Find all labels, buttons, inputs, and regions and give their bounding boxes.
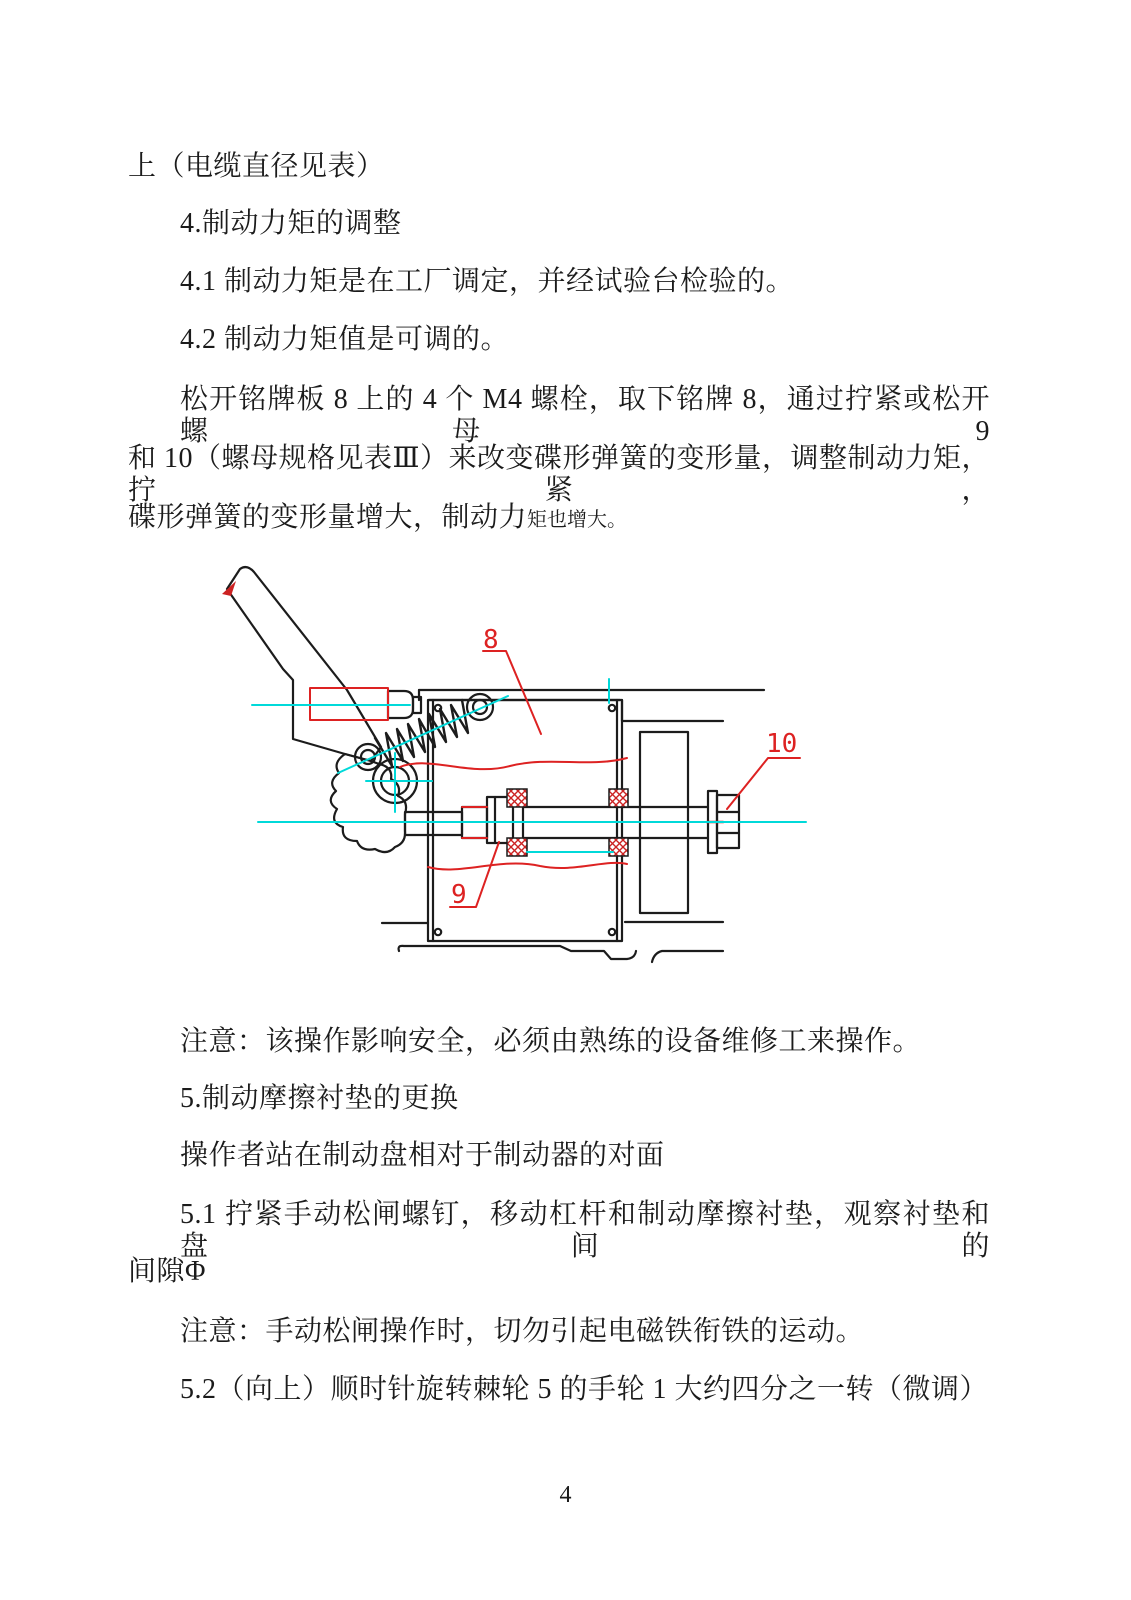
- disc-spring-stack: [609, 789, 628, 807]
- paragraph-adjust-line1: 松开铭牌板 8 上的 4 个 M4 螺栓，取下铭牌 8，通过拧紧或松开螺母 9: [180, 384, 990, 447]
- paragraph-4-1: 4.1 制动力矩是在工厂调定，并经试验台检验的。: [180, 266, 795, 297]
- paragraph-5-1-line2: 间隙Φ: [128, 1256, 206, 1287]
- spring-centerline: [338, 696, 508, 773]
- release-lever: [222, 567, 421, 852]
- disc-spring-stack: [507, 789, 527, 807]
- disc-spring-stack: [507, 838, 527, 856]
- paragraph-operator-position: 操作者站在制动盘相对于制动器的对面: [180, 1140, 665, 1171]
- paragraph-intro: 上（电缆直径见表）: [128, 151, 385, 182]
- callout-10-label: 10: [766, 729, 798, 759]
- paragraph-adjust-line2: 和 10（螺母规格见表Ⅲ）来改变碟形弹簧的变形量，调整制动力矩，拧紧，: [128, 443, 991, 506]
- callout-9: [450, 842, 499, 910]
- disc-spring-stack: [609, 838, 628, 856]
- callout-8-label: 8: [483, 625, 499, 655]
- break-line-lower: [428, 863, 627, 870]
- paragraph-5-2: 5.2（向上）顺时针旋转棘轮 5 的手轮 1 大约四分之一转（微调）: [180, 1374, 989, 1405]
- page-number: 4: [559, 1482, 572, 1508]
- brake-figure-svg: [183, 550, 883, 968]
- lever-tip-marker: [222, 581, 236, 596]
- callout-9-label: 9: [451, 880, 467, 910]
- heading-section-5: 5.制动摩擦衬垫的更换: [180, 1083, 459, 1114]
- note-manual-release: 注意：手动松闸操作时，切勿引起电磁铁衔铁的运动。: [180, 1316, 865, 1347]
- paragraph-adjust-line3-main: 碟形弹簧的变形量增大，制动力: [128, 502, 528, 533]
- note-safety: 注意：该操作影响安全，必须由熟练的设备维修工来操作。: [180, 1026, 922, 1057]
- callout-8: [483, 625, 541, 734]
- heading-section-4: 4.制动力矩的调整: [180, 208, 402, 239]
- paragraph-4-2: 4.2 制动力矩值是可调的。: [180, 324, 510, 355]
- paragraph-5-1-line1: 5.1 拧紧手动松闸螺钉，移动杠杆和制动摩擦衬垫，观察衬垫和盘间的: [180, 1199, 990, 1262]
- paragraph-adjust-line3-small: 矩也增大。: [527, 509, 628, 531]
- paragraph-adjust-line3: [128, 502, 627, 536]
- brake-assembly-figure: [183, 550, 883, 968]
